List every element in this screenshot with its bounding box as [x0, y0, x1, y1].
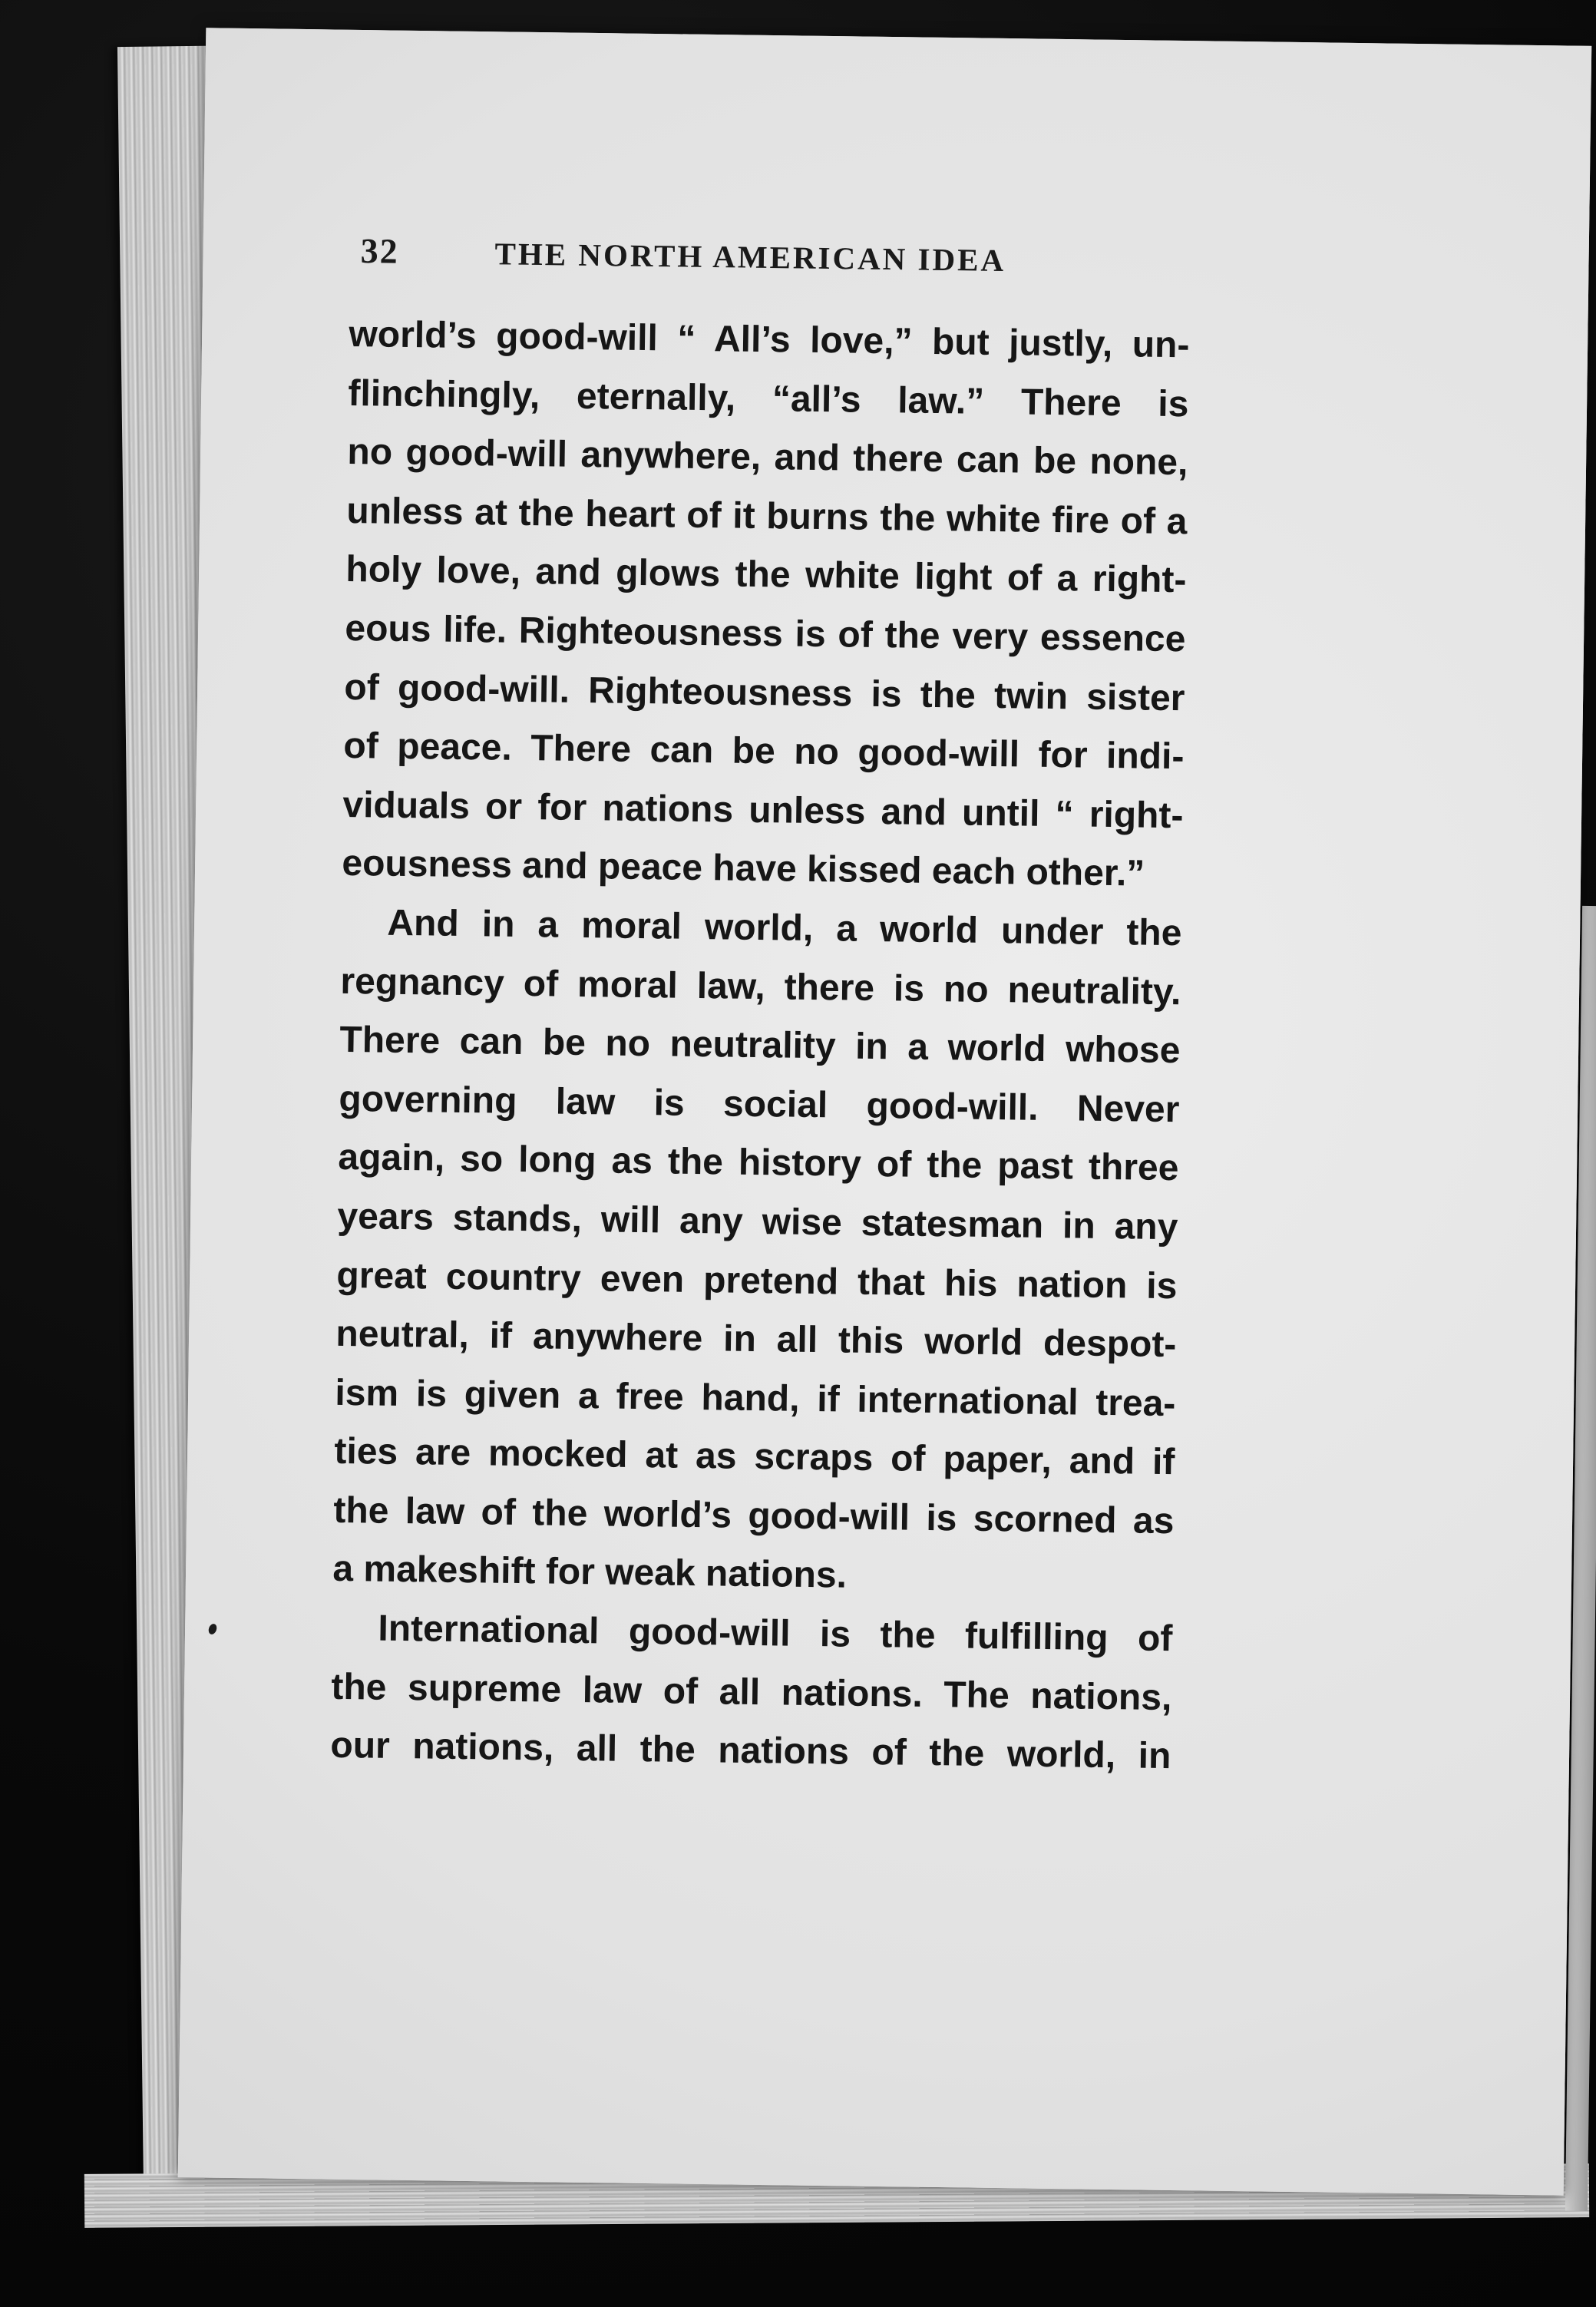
text-line: no good-will anywhere, and there can be none,: [347, 431, 1188, 484]
text-line: International good-will is the fulfilling of: [378, 1608, 1173, 1660]
text-line: of peace. There can be no good-will for indi-: [343, 725, 1185, 778]
text-line: There can be no neutrality in a world whose: [339, 1020, 1181, 1072]
text-line: eousness and peace have kissed each other.”: [342, 843, 1145, 894]
text-line: viduals or for nations unless and until “ right-: [342, 784, 1184, 837]
text-line: years stands, will any wise statesman in any: [337, 1195, 1178, 1248]
running-head: THE NORTH AMERICAN IDEA: [494, 236, 1006, 278]
text-line: eous life. Righteousness is of the very essence: [345, 607, 1186, 660]
body-text: [330, 306, 1190, 1786]
text-line: unless at the heart of it burns the white fire of a: [346, 490, 1188, 543]
text-line: the law of the world’s good-will is scorned as: [333, 1489, 1175, 1542]
text-line: And in a moral world, a world under the: [387, 902, 1182, 954]
text-line: again, so long as the history of the past three: [338, 1137, 1179, 1189]
text-line: holy love, and glows the white light of a right-: [345, 549, 1187, 601]
text-line: neutral, if anywhere in all this world despot-: [335, 1313, 1177, 1366]
page-number: 32: [360, 230, 399, 271]
text-line: world’s good-will “ All’s love,” but justly, un-: [349, 313, 1190, 366]
text-line: ism is given a free hand, if international trea-: [335, 1372, 1176, 1424]
text-line: great country even pretend that his nation is: [336, 1254, 1178, 1307]
text-line: our nations, all the nations of the world, in: [330, 1725, 1171, 1777]
text-line: ties are mocked at as scraps of paper, and if: [334, 1431, 1175, 1483]
text-line: of good-will. Righteousness is the twin sister: [344, 666, 1185, 719]
text-line: flinchingly, eternally, “all’s law.” There is: [348, 372, 1189, 425]
text-line: a makeshift for weak nations.: [332, 1548, 848, 1597]
page-header: [360, 230, 1167, 295]
text-line: governing law is social good-will. Never: [339, 1078, 1180, 1130]
text-line: the supreme law of all nations. The nations,: [331, 1666, 1172, 1718]
text-line: regnancy of moral law, there is no neutrality.: [340, 960, 1181, 1013]
